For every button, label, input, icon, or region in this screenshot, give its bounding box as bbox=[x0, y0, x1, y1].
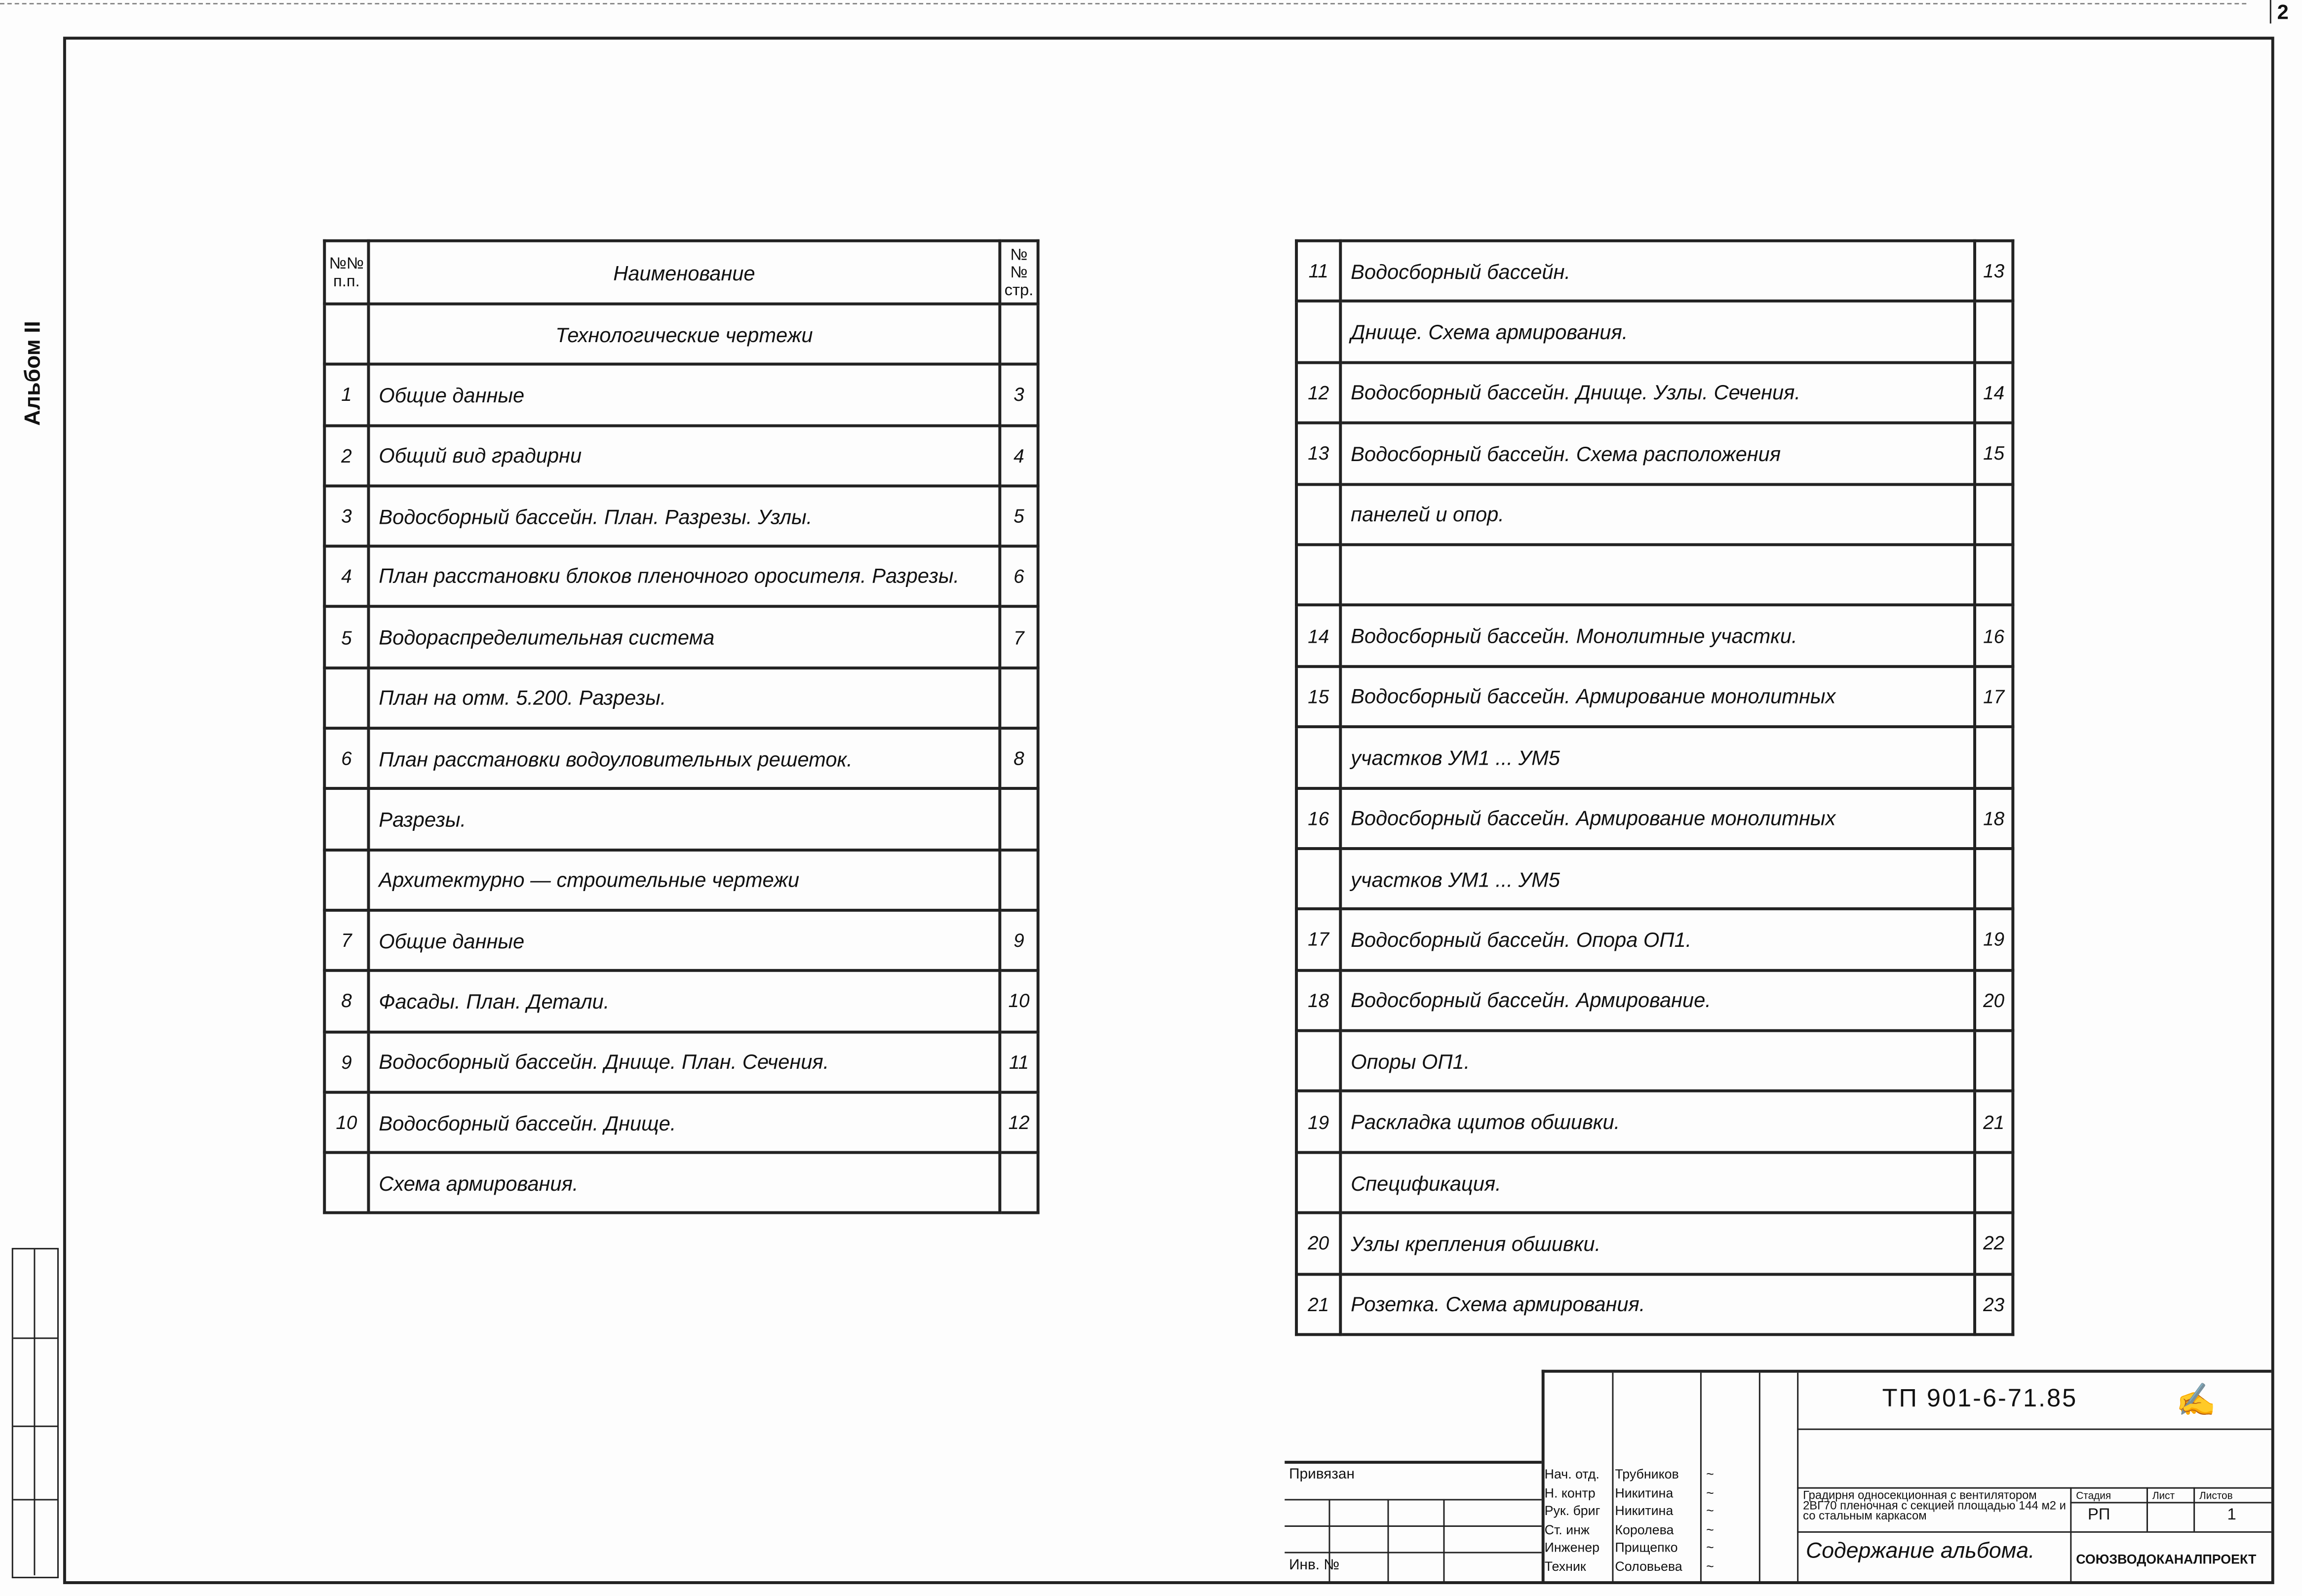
row-page: 22 bbox=[1975, 1213, 2013, 1274]
table-row bbox=[1296, 605, 2013, 666]
table-row bbox=[1296, 545, 2013, 605]
row-title: Разрезы. bbox=[368, 789, 1000, 850]
table-row bbox=[324, 910, 1038, 971]
row-page: 7 bbox=[1000, 607, 1038, 668]
row-number: 15 bbox=[1296, 666, 1340, 727]
row-title: Узлы крепления обшивки. bbox=[1340, 1213, 1975, 1274]
signature-icon: ~ bbox=[1706, 1521, 1714, 1537]
table-row bbox=[324, 607, 1038, 668]
row-number: 8 bbox=[324, 971, 368, 1032]
page-number: 2 bbox=[2270, 0, 2289, 24]
table-row bbox=[1296, 909, 2013, 970]
row-number bbox=[324, 789, 368, 850]
attachment-block bbox=[1285, 1461, 1541, 1581]
row-number: 17 bbox=[1296, 909, 1340, 970]
table-row bbox=[1296, 1152, 2013, 1213]
table-row bbox=[324, 1153, 1038, 1213]
signature-icon: ~ bbox=[1706, 1540, 1714, 1555]
sheet-value: 1 bbox=[2227, 1506, 2236, 1524]
table-row bbox=[1296, 970, 2013, 1031]
row-page bbox=[1975, 849, 2013, 909]
table-row bbox=[324, 486, 1038, 546]
contents-table-left bbox=[323, 239, 1039, 1215]
row-title: Водосборный бассейн. Опора ОП1. bbox=[1340, 909, 1975, 970]
row-page: 16 bbox=[1975, 605, 2013, 666]
row-number: 20 bbox=[1296, 1213, 1340, 1274]
row-title: Общие данные bbox=[368, 364, 1000, 425]
row-number: 16 bbox=[1296, 788, 1340, 849]
row-page bbox=[1975, 545, 2013, 605]
row-number: 10 bbox=[324, 1092, 368, 1153]
staff-name: Королева bbox=[1615, 1521, 1674, 1537]
row-number: 7 bbox=[324, 910, 368, 971]
row-title: Общий вид градирни bbox=[368, 425, 1000, 486]
stage-label: Стадия bbox=[2076, 1491, 2111, 1502]
table-row bbox=[324, 971, 1038, 1032]
sheets-label: Листов bbox=[2199, 1491, 2233, 1502]
row-page bbox=[1975, 727, 2013, 788]
row-page: 23 bbox=[1975, 1274, 2013, 1334]
row-number bbox=[1296, 849, 1340, 909]
row-title: участков УМ1 ... УМ5 bbox=[1340, 727, 1975, 788]
row-title: Водосборный бассейн. Армирование монолитных bbox=[1340, 666, 1975, 727]
table-row bbox=[1296, 1031, 2013, 1091]
row-number bbox=[1296, 545, 1340, 605]
attached-label: Привязан bbox=[1289, 1467, 1355, 1483]
row-title: Раскладка щитов обшивки. bbox=[1340, 1091, 1975, 1152]
row-page: 11 bbox=[1000, 1031, 1038, 1092]
table-row bbox=[324, 425, 1038, 486]
table-row bbox=[324, 1092, 1038, 1153]
inventory-label: Инв. № bbox=[1289, 1557, 1340, 1574]
row-page: 20 bbox=[1975, 970, 2013, 1031]
header-num: №№ п.п. bbox=[324, 241, 368, 304]
row-title: Фасады. План. Детали. bbox=[368, 971, 1000, 1032]
row-title: Водосборный бассейн. Монолитные участки. bbox=[1340, 605, 1975, 666]
document-code: ТП 901-6-71.85 bbox=[1882, 1384, 2078, 1412]
row-title: Розетка. Схема армирования. bbox=[1340, 1274, 1975, 1334]
table-row bbox=[1296, 423, 2013, 484]
row-number: 2 bbox=[324, 425, 368, 486]
signature-icon: ~ bbox=[1706, 1503, 1714, 1518]
staff-name: Никитина bbox=[1615, 1485, 1674, 1500]
row-page: 14 bbox=[1975, 362, 2013, 423]
row-number bbox=[324, 668, 368, 729]
row-page bbox=[1000, 668, 1038, 729]
row-number bbox=[1296, 1152, 1340, 1213]
row-title: панелей и опор. bbox=[1340, 484, 1975, 545]
table-row bbox=[1296, 362, 2013, 423]
row-number: 4 bbox=[324, 546, 368, 607]
row-page bbox=[1000, 850, 1038, 910]
row-title bbox=[1340, 545, 1975, 605]
table-row bbox=[324, 789, 1038, 850]
row-title: Водосборный бассейн. Армирование монолитных bbox=[1340, 788, 1975, 849]
staff-role: Нач. отд. bbox=[1544, 1467, 1600, 1481]
row-page bbox=[1000, 304, 1038, 365]
row-title: Архитектурно — строительные чертежи bbox=[368, 850, 1000, 910]
row-number bbox=[324, 850, 368, 910]
row-number bbox=[324, 1153, 368, 1213]
table-row bbox=[1296, 241, 2013, 302]
row-page bbox=[1975, 484, 2013, 545]
title-block bbox=[1542, 1370, 2271, 1581]
row-page: 19 bbox=[1975, 909, 2013, 970]
row-title: Водосборный бассейн. bbox=[1340, 241, 1975, 302]
row-page bbox=[1975, 1152, 2013, 1213]
row-title: Водосборный бассейн. Схема расположения bbox=[1340, 423, 1975, 484]
signature-icon: ~ bbox=[1706, 1485, 1714, 1500]
header-name: Наименование bbox=[368, 241, 1000, 304]
staff-name: Трубников bbox=[1615, 1467, 1679, 1481]
row-title: Водораспределительная система bbox=[368, 607, 1000, 668]
row-title: План расстановки водоуловительных решеток. bbox=[368, 728, 1000, 789]
row-page: 15 bbox=[1975, 423, 2013, 484]
album-label: Альбом II bbox=[20, 321, 46, 426]
row-number bbox=[1296, 484, 1340, 545]
row-page bbox=[1000, 1153, 1038, 1213]
row-title: Водосборный бассейн. Днище. Узлы. Сечения. bbox=[1340, 362, 1975, 423]
row-title: Днище. Схема армирования. bbox=[1340, 302, 1975, 362]
table-row bbox=[1296, 1213, 2013, 1274]
row-number: 18 bbox=[1296, 970, 1340, 1031]
table-row bbox=[324, 668, 1038, 729]
row-title: Водосборный бассейн. План. Разрезы. Узлы. bbox=[368, 486, 1000, 546]
row-number: 19 bbox=[1296, 1091, 1340, 1152]
staff-role: Инженер bbox=[1544, 1540, 1600, 1555]
table-row bbox=[1296, 727, 2013, 788]
row-title: Водосборный бассейн. Армирование. bbox=[1340, 970, 1975, 1031]
row-number: 5 bbox=[324, 607, 368, 668]
row-title: Опоры ОП1. bbox=[1340, 1031, 1975, 1091]
table-row bbox=[324, 850, 1038, 910]
staff-name: Соловьева bbox=[1615, 1558, 1682, 1573]
row-number: 6 bbox=[324, 728, 368, 789]
sheet-title: Содержание альбома. bbox=[1806, 1538, 2035, 1564]
table-row bbox=[1296, 1091, 2013, 1152]
row-page: 10 bbox=[1000, 971, 1038, 1032]
row-title: План расстановки блоков пленочного оросителя. Разрезы. bbox=[368, 546, 1000, 607]
row-number: 3 bbox=[324, 486, 368, 546]
project-description: Градирня односекционная с вентилятором 2ВГ70 пленочная с секцией площадью 144 м2 и со стальным каркасом bbox=[1803, 1488, 2066, 1523]
row-page: 4 bbox=[1000, 425, 1038, 486]
row-number: 13 bbox=[1296, 423, 1340, 484]
table-row bbox=[1296, 666, 2013, 727]
row-page: 18 bbox=[1975, 788, 2013, 849]
row-number: 9 bbox=[324, 1031, 368, 1092]
row-number: 1 bbox=[324, 364, 368, 425]
staff-role: Рук. бриг bbox=[1544, 1503, 1600, 1518]
row-page bbox=[1975, 1031, 2013, 1091]
table-row bbox=[324, 364, 1038, 425]
staff-name: Никитина bbox=[1615, 1503, 1674, 1518]
row-title: Спецификация. bbox=[1340, 1152, 1975, 1213]
row-page bbox=[1000, 789, 1038, 850]
table-row bbox=[324, 546, 1038, 607]
top-rule bbox=[0, 3, 2246, 4]
row-page: 6 bbox=[1000, 546, 1038, 607]
header-page: №№ стр. bbox=[1000, 241, 1038, 304]
row-page: 9 bbox=[1000, 910, 1038, 971]
row-title: Схема армирования. bbox=[368, 1153, 1000, 1213]
row-page: 12 bbox=[1000, 1092, 1038, 1153]
row-number bbox=[324, 304, 368, 365]
row-number bbox=[1296, 302, 1340, 362]
contents-table-right bbox=[1295, 239, 2014, 1336]
sheet-label: Лист bbox=[2152, 1491, 2175, 1502]
row-title: участков УМ1 ... УМ5 bbox=[1340, 849, 1975, 909]
staff-role: Ст. инж bbox=[1544, 1521, 1590, 1537]
row-page: 3 bbox=[1000, 364, 1038, 425]
row-page bbox=[1975, 302, 2013, 362]
row-number: 11 bbox=[1296, 241, 1340, 302]
table-row bbox=[1296, 1274, 2013, 1334]
staff-role: Н. контр bbox=[1544, 1485, 1596, 1500]
table-row bbox=[324, 1031, 1038, 1092]
table-row bbox=[324, 304, 1038, 365]
row-number: 14 bbox=[1296, 605, 1340, 666]
signature-icon: ~ bbox=[1706, 1467, 1714, 1481]
staff-role: Техник bbox=[1544, 1558, 1586, 1573]
table-row bbox=[1296, 849, 2013, 909]
table-row bbox=[1296, 302, 2013, 362]
organization-name: СОЮЗВОДОКАНАЛПРОЕКТ bbox=[2076, 1552, 2257, 1567]
row-title: Технологические чертежи bbox=[368, 304, 1000, 365]
archive-stamp-box bbox=[12, 1248, 59, 1578]
row-page: 5 bbox=[1000, 486, 1038, 546]
table-row bbox=[1296, 484, 2013, 545]
row-page: 13 bbox=[1975, 241, 2013, 302]
row-page: 17 bbox=[1975, 666, 2013, 727]
stage-value: РП bbox=[2088, 1506, 2110, 1524]
row-number: 21 bbox=[1296, 1274, 1340, 1334]
row-number bbox=[1296, 727, 1340, 788]
staff-name: Прищепко bbox=[1615, 1540, 1678, 1555]
row-page: 21 bbox=[1975, 1091, 2013, 1152]
signature-icon: ~ bbox=[1706, 1558, 1714, 1573]
table-row bbox=[1296, 788, 2013, 849]
row-number: 12 bbox=[1296, 362, 1340, 423]
table-header bbox=[324, 241, 1038, 304]
row-title: План на отм. 5.200. Разрезы. bbox=[368, 668, 1000, 729]
signature-mark: ✍ bbox=[2176, 1381, 2216, 1418]
row-page: 8 bbox=[1000, 728, 1038, 789]
row-title: Общие данные bbox=[368, 910, 1000, 971]
row-title: Водосборный бассейн. Днище. bbox=[368, 1092, 1000, 1153]
row-number bbox=[1296, 1031, 1340, 1091]
row-title: Водосборный бассейн. Днище. План. Сечения. bbox=[368, 1031, 1000, 1092]
table-row bbox=[324, 728, 1038, 789]
